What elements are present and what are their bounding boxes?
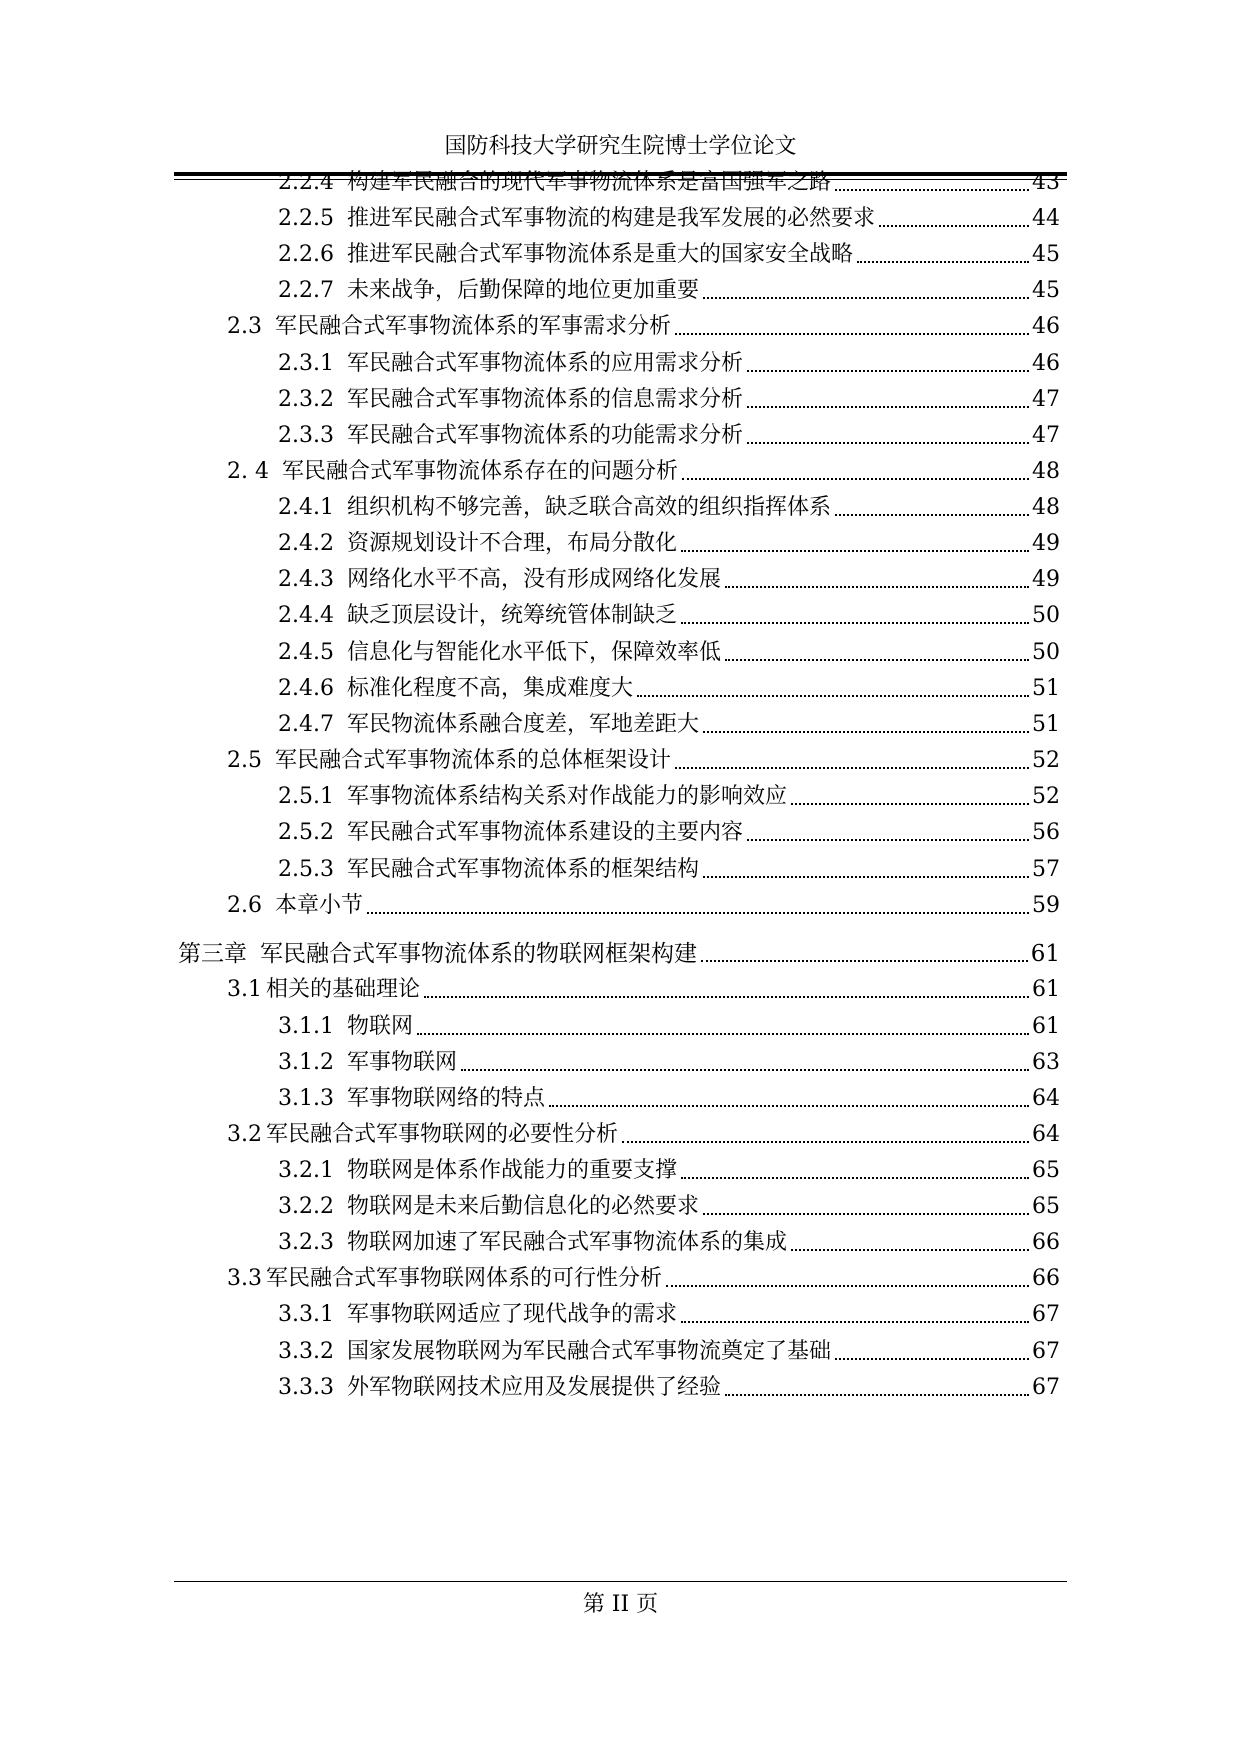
toc-dot-leader [835, 1358, 1029, 1360]
toc-entry-page: 65 [1032, 1158, 1060, 1183]
toc-entry-page: 64 [1032, 1086, 1060, 1111]
toc-dot-leader [747, 370, 1029, 372]
toc-entry [278, 708, 1060, 740]
toc-entry-title: 相关的基础理论 [266, 977, 421, 1002]
toc-entry [278, 853, 1060, 885]
toc-entry-title: 军事物联网络的特点 [346, 1086, 545, 1111]
toc-entry-number: 3.2.1 [278, 1158, 334, 1183]
toc-dot-leader [703, 731, 1029, 733]
toc-entry-page: 45 [1032, 242, 1060, 267]
toc-entry-title: 军民融合式军事物流体系的总体框架设计 [275, 748, 672, 773]
toc-entry-page: 61 [1032, 977, 1060, 1002]
toc-dot-leader [675, 333, 1029, 335]
toc-entry-page: 45 [1032, 278, 1060, 303]
toc-entry-page: 52 [1032, 784, 1060, 809]
toc-entry [227, 455, 1060, 487]
toc-entry-number: 2.3.2 [278, 387, 334, 412]
toc-dot-leader [461, 1069, 1029, 1071]
toc-entry-page: 65 [1032, 1194, 1060, 1219]
toc-entry-number: 2.4.2 [278, 531, 334, 556]
toc-entry-title: 军民融合式军事物流体系存在的问题分析 [281, 459, 678, 484]
toc-entry-number: 2.2.7 [278, 278, 334, 303]
toc-entry-number: 2.5 [227, 748, 262, 773]
toc-dot-leader [681, 1177, 1029, 1179]
toc-entry-page: 49 [1032, 567, 1060, 592]
toc-entry-number: 3.3.2 [278, 1339, 334, 1364]
toc-entry-page: 50 [1032, 603, 1060, 628]
toc-entry-number: 3.2.3 [278, 1230, 334, 1255]
toc-entry-title: 网络化水平不高，没有形成网络化发展 [346, 567, 721, 592]
toc-entry-number: 3.1.3 [278, 1086, 334, 1111]
toc-dot-leader [681, 1321, 1029, 1323]
toc-entry-title: 物联网加速了军民融合式军事物流体系的集成 [346, 1230, 787, 1255]
toc-entry-page: 49 [1032, 531, 1060, 556]
toc-entry-number: 2.5.3 [278, 857, 334, 882]
toc-entry-title: 外军物联网技术应用及发展提供了经验 [346, 1375, 721, 1400]
toc-entry-number: 2. 4 [227, 459, 269, 484]
toc-entry-page: 67 [1032, 1339, 1060, 1364]
toc-entry [278, 1298, 1060, 1330]
toc-entry-number: 2.2.4 [278, 170, 334, 195]
toc-entry-number: 3.2.2 [278, 1194, 334, 1219]
toc-dot-leader [703, 297, 1029, 299]
toc-entry [278, 383, 1060, 415]
toc-entry-title: 军民融合式军事物流体系建设的主要内容 [346, 820, 743, 845]
toc-entry-title: 军民物流体系融合度差，军地差距大 [346, 712, 699, 737]
toc-entry-title: 物联网是体系作战能力的重要支撑 [346, 1158, 677, 1183]
toc-entry-number: 2.5.1 [278, 784, 334, 809]
toc-entry-title: 组织机构不够完善，缺乏联合高效的组织指挥体系 [346, 495, 831, 520]
toc-dot-leader [637, 695, 1029, 697]
toc-entry-page: 64 [1032, 1122, 1060, 1147]
toc-entry-page: 57 [1032, 857, 1060, 882]
toc-entry [227, 310, 1060, 342]
toc-entry-number: 2.4.7 [278, 712, 334, 737]
toc-entry [278, 166, 1060, 198]
toc-entry-title: 军民融合式军事物流体系的功能需求分析 [346, 423, 743, 448]
toc-dot-leader [747, 442, 1029, 444]
toc-dot-leader [367, 912, 1029, 914]
toc-dot-leader [791, 1249, 1029, 1251]
toc-entry-title: 物联网 [346, 1014, 413, 1039]
toc-entry-title: 军民融合式军事物流体系的信息需求分析 [346, 387, 743, 412]
toc-entry-title: 构建军民融合的现代军事物流体系是富国强军之路 [346, 170, 831, 195]
toc-entry [278, 816, 1060, 848]
toc-entry [278, 238, 1060, 270]
toc-dot-leader [622, 1141, 1029, 1143]
toc-entry [227, 973, 1060, 1005]
toc-dot-leader [835, 189, 1029, 191]
toc-dot-leader [835, 514, 1029, 516]
toc-dot-leader [747, 839, 1029, 841]
toc-entry-title: 缺乏顶层设计，统筹统管体制缺乏 [346, 603, 677, 628]
toc-entry-number: 3.2 [227, 1122, 262, 1147]
toc-dot-leader [549, 1105, 1029, 1107]
toc-entry-page: 66 [1032, 1230, 1060, 1255]
toc-dot-leader [857, 261, 1029, 263]
toc-entry [278, 563, 1060, 595]
toc-entry-title: 军民融合式军事物联网体系的可行性分析 [266, 1266, 663, 1291]
toc-entry-number: 3.1.2 [278, 1050, 334, 1075]
toc-entry-title: 信息化与智能化水平低下，保障效率低 [346, 640, 721, 665]
toc-dot-leader [681, 622, 1029, 624]
toc-dot-leader [747, 406, 1029, 408]
toc-entry-number: 2.4.6 [278, 676, 334, 701]
toc-entry [278, 636, 1060, 668]
toc-entry [278, 672, 1060, 704]
toc-entry-title: 军民融合式军事物流体系的框架结构 [346, 857, 699, 882]
toc-entry-page: 63 [1032, 1050, 1060, 1075]
toc-entry-number: 2.6 [227, 893, 262, 918]
toc-entry-page: 66 [1032, 1266, 1060, 1291]
toc-entry-page: 50 [1032, 640, 1060, 665]
toc-entry-page: 44 [1032, 206, 1060, 231]
toc-entry-number: 2.3.1 [278, 351, 334, 376]
toc-entry-title: 本章小节 [275, 893, 364, 918]
toc-entry-number: 3.1.1 [278, 1014, 334, 1039]
toc-dot-leader [666, 1285, 1029, 1287]
toc-dot-leader [417, 1033, 1029, 1035]
toc-entry-page: 61 [1032, 1014, 1060, 1039]
toc-entry-page: 46 [1032, 351, 1060, 376]
toc-entry-title: 军民融合式军事物流体系的应用需求分析 [346, 351, 743, 376]
toc-entry [227, 1118, 1060, 1150]
toc-entry-number: 2.3.3 [278, 423, 334, 448]
toc-entry [278, 599, 1060, 631]
toc-entry-page: 51 [1032, 676, 1060, 701]
toc-dot-leader [424, 996, 1029, 998]
toc-entry-number: 2.4.5 [278, 640, 334, 665]
toc-entry-number: 2.4.1 [278, 495, 334, 520]
toc-entry-page: 67 [1032, 1302, 1060, 1327]
toc-entry-page: 61 [1030, 941, 1060, 967]
toc-entry-title: 军民融合式军事物联网的必要性分析 [266, 1122, 619, 1147]
toc-entry [278, 202, 1060, 234]
toc-entry-title: 物联网是未来后勤信息化的必然要求 [346, 1194, 699, 1219]
toc-dot-leader [725, 586, 1029, 588]
toc-dot-leader [703, 876, 1029, 878]
toc-entry-page: 56 [1032, 820, 1060, 845]
page-number: 第 II 页 [582, 1592, 659, 1617]
toc-entry-title: 推进军民融合式军事物流的构建是我军发展的必然要求 [346, 206, 875, 231]
toc-entry [278, 274, 1060, 306]
toc-dot-leader [675, 767, 1029, 769]
footer-rule [174, 1581, 1067, 1582]
toc-entry-page: 59 [1032, 893, 1060, 918]
toc-dot-leader [681, 550, 1029, 552]
toc-entry-title: 军民融合式军事物流体系的物联网框架构建 [260, 941, 697, 967]
toc-entry [278, 1226, 1060, 1258]
toc-dot-leader [701, 960, 1028, 962]
toc-entry [227, 1262, 1060, 1294]
toc-entry-number: 第三章 [178, 941, 247, 967]
toc-entry-title: 军事物联网 [346, 1050, 457, 1075]
toc-entry [278, 1082, 1060, 1114]
toc-entry-page: 47 [1032, 387, 1060, 412]
toc-entry-title: 未来战争，后勤保障的地位更加重要 [346, 278, 699, 303]
toc-entry-title: 推进军民融合式军事物流体系是重大的国家安全战略 [346, 242, 853, 267]
toc-entry-number: 2.3 [227, 314, 262, 339]
toc-entry-page: 48 [1032, 495, 1060, 520]
toc-entry-number: 3.3.3 [278, 1375, 334, 1400]
toc-entry-page: 52 [1032, 748, 1060, 773]
toc-entry [227, 889, 1060, 921]
toc-entry [227, 744, 1060, 776]
toc-entry-page: 51 [1032, 712, 1060, 737]
toc-dot-leader [879, 225, 1029, 227]
toc-entry-title: 标准化程度不高，集成难度大 [346, 676, 633, 701]
toc-entry-title: 军事物流体系结构关系对作战能力的影响效应 [346, 784, 787, 809]
toc-entry-title: 军民融合式军事物流体系的军事需求分析 [275, 314, 672, 339]
toc-entry-number: 3.3 [227, 1266, 262, 1291]
toc-entry-page: 47 [1032, 423, 1060, 448]
toc-entry-page: 43 [1032, 170, 1060, 195]
toc-entry [278, 419, 1060, 451]
toc-entry-title: 国家发展物联网为军民融合式军事物流奠定了基础 [346, 1339, 831, 1364]
toc-entry-number: 3.3.1 [278, 1302, 334, 1327]
toc-entry-number: 2.2.5 [278, 206, 334, 231]
toc-entry [278, 1046, 1060, 1078]
toc-entry-page: 46 [1032, 314, 1060, 339]
toc-entry [278, 1190, 1060, 1222]
toc-entry [278, 491, 1060, 523]
toc-entry [278, 780, 1060, 812]
toc-dot-leader [791, 803, 1029, 805]
toc-entry [278, 1335, 1060, 1367]
toc-entry [278, 1154, 1060, 1186]
toc-entry-number: 2.2.6 [278, 242, 334, 267]
toc-entry-title: 资源规划设计不合理，布局分散化 [346, 531, 677, 556]
toc-dot-leader [703, 1213, 1029, 1215]
toc-entry [278, 527, 1060, 559]
toc-dot-leader [725, 1394, 1029, 1396]
toc-entry-page: 48 [1032, 459, 1060, 484]
toc-entry [278, 347, 1060, 379]
toc-entry [278, 1010, 1060, 1042]
toc-entry-title: 军事物联网适应了现代战争的需求 [346, 1302, 677, 1327]
toc-entry-number: 2.4.4 [278, 603, 334, 628]
toc-entry [278, 1371, 1060, 1403]
toc-entry-number: 3.1 [227, 977, 262, 1002]
toc-dot-leader [725, 659, 1029, 661]
toc-entry-page: 67 [1032, 1375, 1060, 1400]
toc-dot-leader [682, 478, 1029, 480]
toc-entry-number: 2.5.2 [278, 820, 334, 845]
toc-entry-number: 2.4.3 [278, 567, 334, 592]
toc-entry [178, 937, 1060, 969]
running-header: 国防科技大学研究生院博士学位论文 [444, 134, 797, 159]
